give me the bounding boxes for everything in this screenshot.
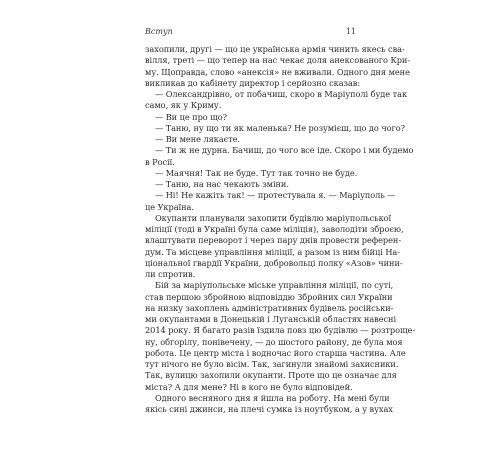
text-line: це Україна.: [145, 201, 194, 212]
text-line: Окупанти планували захопити будівлю маріупольської: [155, 212, 392, 223]
text-line: — Таню, ну що ти як маленька? Не розумієш, що до чого?: [155, 122, 406, 133]
text-line: на низку захоплень адміністративних будівель російськи-: [145, 302, 394, 313]
text-line: міста? А для мене? Ні в кого не було відповідей.: [145, 381, 353, 392]
text-line: 2014 року. Я багато разів їздила повз цю будівлю — розтроще-: [145, 325, 416, 336]
text-line: Одного весняного дня я йшла на роботу. На мені були: [155, 392, 390, 403]
running-head: [145, 27, 356, 39]
text-line: міліції (тоді в Україні була саме міліція), заволодіти зброєю,: [145, 224, 404, 234]
text-line: влаштувати переворот і через пару днів провести референ-: [145, 235, 402, 246]
text-line: дум. Та місцеве управління міліції, а разом із ним бійці На-: [145, 246, 400, 257]
text-line: — Маячня! Так не буде. Тут так точно не буде.: [155, 167, 358, 178]
text-line: ну, обгорілу, понівечену, — до шостого району, де була моя: [145, 336, 403, 347]
text-line: тут нічого не було вісім. Так, загинули знайомі захисники.: [145, 359, 399, 369]
text-line: — Ви мене лякаєте.: [155, 134, 241, 144]
text-line: — Олександрівно, от побачиш, скоро в Маріуполі буде так: [155, 89, 408, 99]
text-line: став першою збройною відповіддю Збройних сил України: [145, 291, 393, 302]
text-line: — Ні! Не кажіть так! — протестувала я. — Маріуполь —: [155, 190, 396, 201]
text-line: ціональної гвардії України, добровольці полку «Азов» чини-: [145, 257, 403, 268]
text-line: — Таню, на нас чекають зміни.: [155, 179, 289, 189]
text-line: само, як у Криму.: [145, 100, 222, 111]
text-line: ли спротив.: [145, 269, 196, 279]
text-line: захопили, другі — що це українська армія чинить якесь сва-: [145, 44, 405, 54]
text-line: му. Щоправда, слово «анексія» не вживали. Одного дня мене: [145, 66, 410, 77]
text-line: — Ти ж не дурна. Бачиш, до чого все іде. Скоро і ми будемо: [155, 145, 414, 156]
page-number: 11: [345, 27, 356, 36]
text-line: вілля, треті — що тепер на нас чекає доля анексованого Кри-: [145, 55, 411, 66]
body-text: [145, 44, 416, 415]
text-line: — Ви це про що?: [155, 111, 227, 122]
section-title: Вступ: [145, 27, 173, 36]
text-line: ми окупантами в Донецькій і Луганській областях навесні: [145, 314, 397, 324]
text-line: Бій за маріупольське міське управління міліції, по суті,: [155, 280, 394, 291]
text-line: якісь сині джинси, на плечі сумка із ноутбуком, а у вухах: [145, 404, 393, 414]
text-line: робота. Це центр міста і водночас його старша частина. Але: [145, 347, 406, 358]
text-line: Так, вулицю захопили окупанти. Проте що це означає для: [145, 370, 397, 381]
text-line: викликав до кабінету директор і серйозно сказав:: [145, 77, 361, 88]
text-line: в Росії.: [145, 156, 175, 167]
